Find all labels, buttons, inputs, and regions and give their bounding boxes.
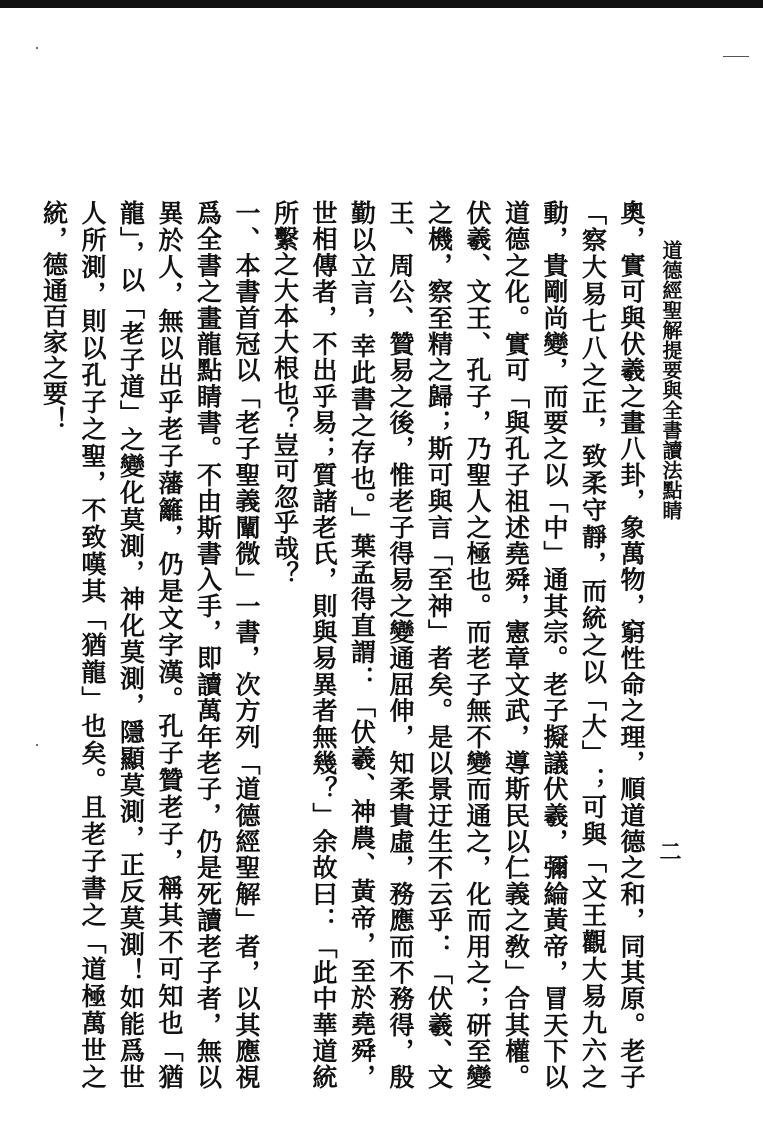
paragraph-2: 一、本書首冠以「老子聖義闡微」一書，次方列「道德經聖解」者，以其應視爲全書之畫龍點睛書。不由斯書入手，即讀萬年老子，仍是死讀老子者，無以異於人，無以出乎老子藩籬，仍是文字漢。孔子贊老子，稱其不可知也「猶龍」，以「老子道」之變化莫測，神化莫測，隱顯莫測，正反莫測！如能爲世人所測，則以孔子之聖，不致嘆其「猶龍」也矣。且老子書之「道極萬世之統，德通百家之要！ <box>39 200 261 1090</box>
page-number: 二 <box>656 840 682 862</box>
margin-mark <box>723 56 749 57</box>
book-page <box>39 200 730 1090</box>
paragraph-1: 奧，實可與伏羲之畫八卦，象萬物，窮性命之理，順道德之和，同其原。老子「察大易七八之正，致柔守靜，而統之以「大」；可與「文王觀大易九六之動，貴剛尚變，而要之以「中」通其宗。老子擬議伏羲，彌綸黃帝，冒天下以道德之化。實可「與孔子祖述堯舜，憲章文武，導斯民以仁義之敎」合其權。伏羲、文王、孔子，乃聖人之極也。而老子無不變而通之，化而用之；研至變之機，察至精之歸；斯可與言「至神」者矣。是以景迂生不云乎：「伏羲、文王、周公、贊易之後，惟老子得易之變通屈伸，知柔貴虛，務應而不務得，殷勤以立言，幸此書之存也。」葉孟得直謂：「伏羲、神農、黃帝，至於堯舜，世相傳者，不出乎易；質諸老氏，則與易異者無幾？」余故曰：「此中華道統所繫之大本大根也？豈可忽乎哉？ <box>270 200 646 1090</box>
scan-speck <box>36 47 38 49</box>
running-header: 道德經聖解提要與全書讀法點睛 <box>659 240 683 520</box>
body-text <box>34 200 650 1090</box>
top-border-rule <box>0 0 763 8</box>
